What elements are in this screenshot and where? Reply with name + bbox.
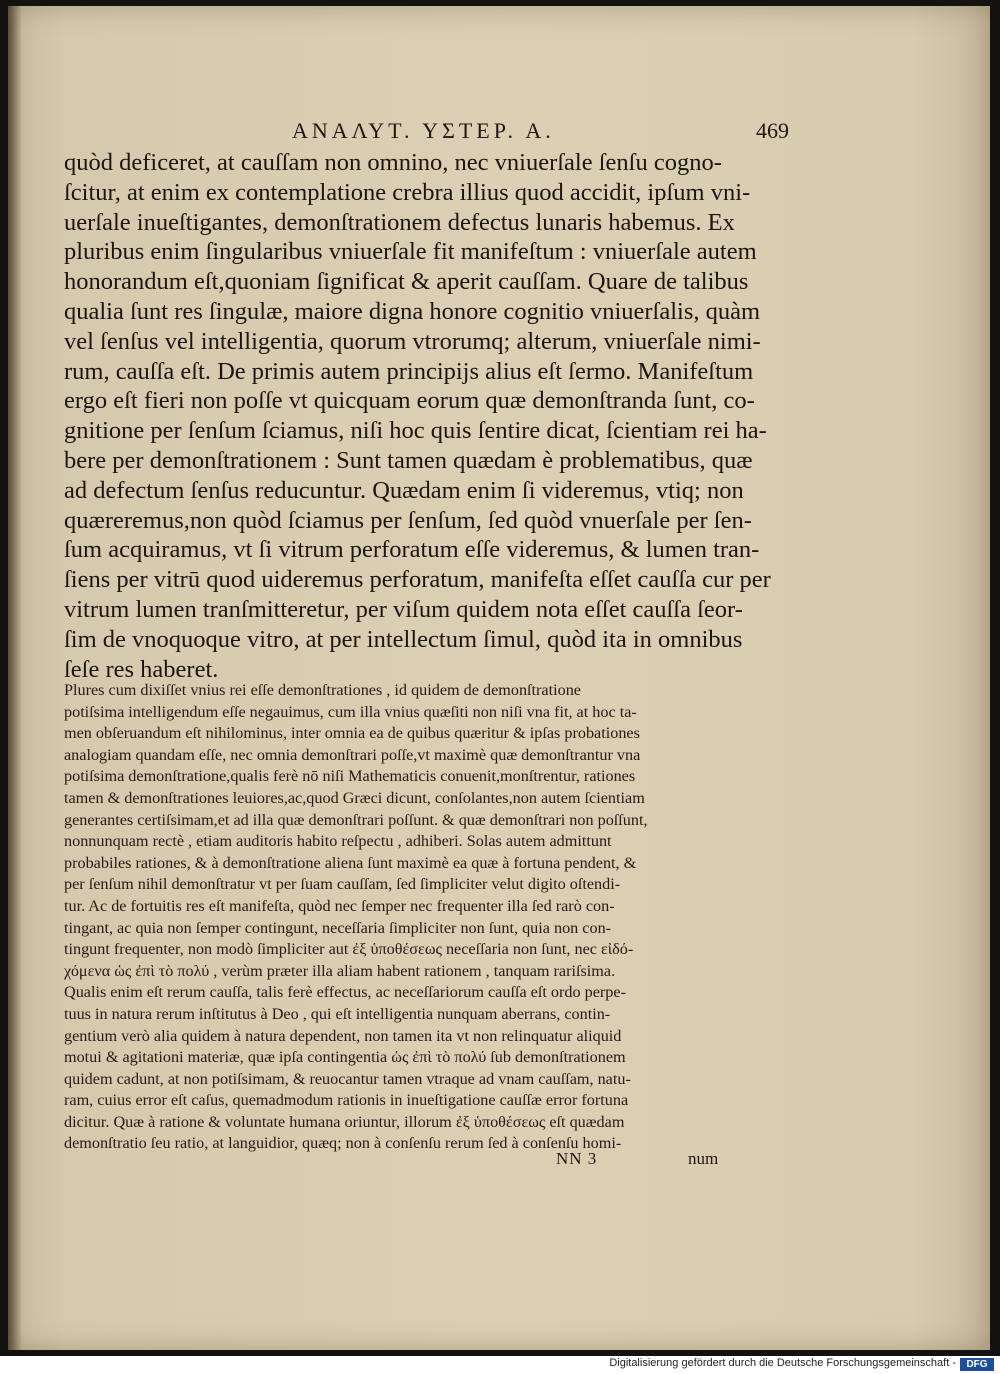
commentary-text — [64, 680, 794, 1155]
commentary-line: motui & agitationi materiæ, quæ ipſa contingentia ὡς ἐπὶ τὸ πολύ ſub demonſtrationem — [64, 1048, 626, 1067]
main-text-line: qualia ſunt res ſingulæ, maiore digna honore cognitio vniuerſalis, quàm — [64, 297, 761, 325]
catchline — [8, 1149, 990, 1173]
main-text-line: rum, cauſſa eſt. De primis autem principijs alius eſt ſermo. Manifeſtum — [64, 357, 754, 385]
main-text-line: gnitione per ſenſum ſciamus, niſi hoc quis ſentire dicat, ſcientiam rei ha- — [64, 417, 767, 445]
commentary-line: gentium verò alia quidem à natura dependent, non tamen ita vt non relinquatur aliquid — [64, 1026, 622, 1045]
commentary-line: ram, cuius error eſt caſus, quemadmodum rationis in inueſtigatione cauſſæ error fortuna — [64, 1091, 629, 1110]
main-text-line: honorandum eſt,quoniam ſignificat & aperit cauſſam. Quare de talibus — [64, 268, 749, 296]
signature-mark: NN 3 — [556, 1149, 598, 1168]
footer-bar — [0, 1356, 1000, 1374]
main-text-line: ad defectum ſenſus reducuntur. Quædam enim ſi videremus, vtiq; non — [64, 476, 744, 504]
commentary-line: nonnunquam rectè , etiam auditoris habito reſpectu , adhiberi. Solas autem admittunt — [64, 832, 612, 851]
main-text-line: ſim de vnoquoque vitro, at per intellectum ſimul, quòd ita in omnibus — [64, 625, 743, 653]
dfg-logo: DFG — [960, 1358, 994, 1371]
commentary-line: demonſtratio ſeu ratio, at languidior, quæq; non à conſenſu rerum ſed à conſenſu homi- — [64, 1134, 622, 1153]
main-text-line: uerſale inueſtigantes, demonſtrationem defectus lunaris habemus. Ex — [64, 208, 735, 236]
commentary-line: potiſsima intelligendum eſſe negauimus, cum illa vnius quæſiti non niſi vna fit, at hoc ta- — [64, 702, 637, 721]
main-text-line: quæreremus,non quòd ſciamus per ſenſum, ſed quòd vnuerſale per ſen- — [64, 506, 752, 534]
commentary-line: tingant, ac quia non ſemper contingunt, neceſſaria ſimpliciter non ſunt, quia non con- — [64, 918, 612, 937]
main-text-line: ſum acquiramus, vt ſi vitrum perforatum eſſe videremus, & lumen tran- — [64, 536, 760, 564]
commentary-line: dicitur. Quæ à ratione & voluntate humana oriuntur, illorum ἐξ ὑποθέσεως eſt quædam — [64, 1112, 625, 1131]
commentary-line: Qualis enim eſt rerum cauſſa, talis ferè effectus, ac neceſſariorum cauſſa eſt ordo perpe- — [64, 983, 626, 1002]
main-text-line: quòd deficeret, at cauſſam non omnino, nec vniuerſale ſenſu cogno- — [64, 149, 722, 176]
commentary-line: tamen & demonſtrationes leuiores,ac,quod Græci dicunt, conſolantes,non autem ſcientiam — [64, 788, 645, 807]
commentary-line: tuus in natura rerum inſtitutus à Deo , qui eſt intelligentia nunquam aberrans, contin- — [64, 1004, 611, 1023]
commentary-line: probabiles rationes, & à demonſtratione aliena ſunt maximè ea quæ à fortuna pendent, & — [64, 853, 637, 872]
commentary-line: analogiam quandam eſſe, nec omnia demonſtrari poſſe,vt maximè quæ demonſtrantur vna — [64, 745, 641, 764]
commentary-line: χόμενα ὡς ἐπὶ τὸ πολύ , verùm præter illa aliam habent rationem , tanquam rariſsima. — [64, 961, 616, 980]
running-head — [8, 118, 990, 148]
commentary-line: tingunt frequenter, non modò ſimpliciter aut ἐξ ὑποθέσεως neceſſaria non ſunt, nec εἰδό- — [64, 940, 634, 959]
running-title: ΑΝΑΛΥΤ. ΥΣΤΕΡ. Α. — [292, 118, 555, 143]
commentary-line: men obſeruandum eſt nihilominus, inter omnia ea de quibus quæritur & ipſas probationes — [64, 724, 640, 743]
binding-gutter — [8, 6, 22, 1350]
catchword: num — [688, 1149, 719, 1168]
footer-credit: Digitalisierung gefördert durch die Deutsche Forschungsgemeinschaft - — [609, 1357, 956, 1369]
commentary-line: per ſenſum nihil demonſtratur vt per ſuam cauſſam, ſed ſimpliciter velut digito oſtendi- — [64, 875, 621, 894]
commentary-line: tur. Ac de fortuitis res eſt manifeſta, quòd nec ſemper nec frequenter illa ſed rarò con- — [64, 896, 615, 915]
main-text-line: vitrum lumen tranſmitteretur, per viſum quidem nota eſſet cauſſa ſeor- — [64, 595, 743, 623]
commentary-line: potiſsima demonſtratione,qualis ferè nō niſi Mathematicis conuenit,monſtrentur, rationes — [64, 767, 636, 786]
main-text-line: ergo eſt fieri non poſſe vt quicquam eorum quæ demonſtranda ſunt, co- — [64, 387, 755, 415]
commentary-line: generantes certiſsimam,et ad illa quæ demonſtrari poſſunt. & quæ demonſtrari non poſſunt, — [64, 810, 648, 829]
main-text — [64, 148, 794, 684]
main-text-line: pluribus enim ſingularibus vniuerſale fit manifeſtum : vniuerſale autem — [64, 238, 757, 266]
main-text-line: ſiens per vitrū quod uideremus perforatum, manifeſta eſſet cauſſa cur per — [64, 566, 771, 594]
main-text-line: ſeſe res haberet. — [64, 655, 219, 683]
commentary-line: quidem cadunt, at non potiſsimam, & reuocantur tamen vtraque ad vnam cauſſam, natu- — [64, 1069, 631, 1088]
main-text-line: vel ſenſus vel intelligentia, quorum vtrorumq; alterum, vniuerſale nimi- — [64, 327, 761, 355]
main-text-line: ſcitur, at enim ex contemplatione crebra illius quod accidit, ipſum vni- — [64, 178, 751, 206]
book-page — [8, 6, 990, 1350]
commentary-line: Plures cum dixiſſet vnius rei eſſe demonſtrationes , id quidem de demonſtratione — [64, 681, 581, 699]
page-number: 469 — [756, 118, 789, 143]
main-text-line: bere per demonſtrationem : Sunt tamen quædam è problematibus, quæ — [64, 446, 753, 474]
